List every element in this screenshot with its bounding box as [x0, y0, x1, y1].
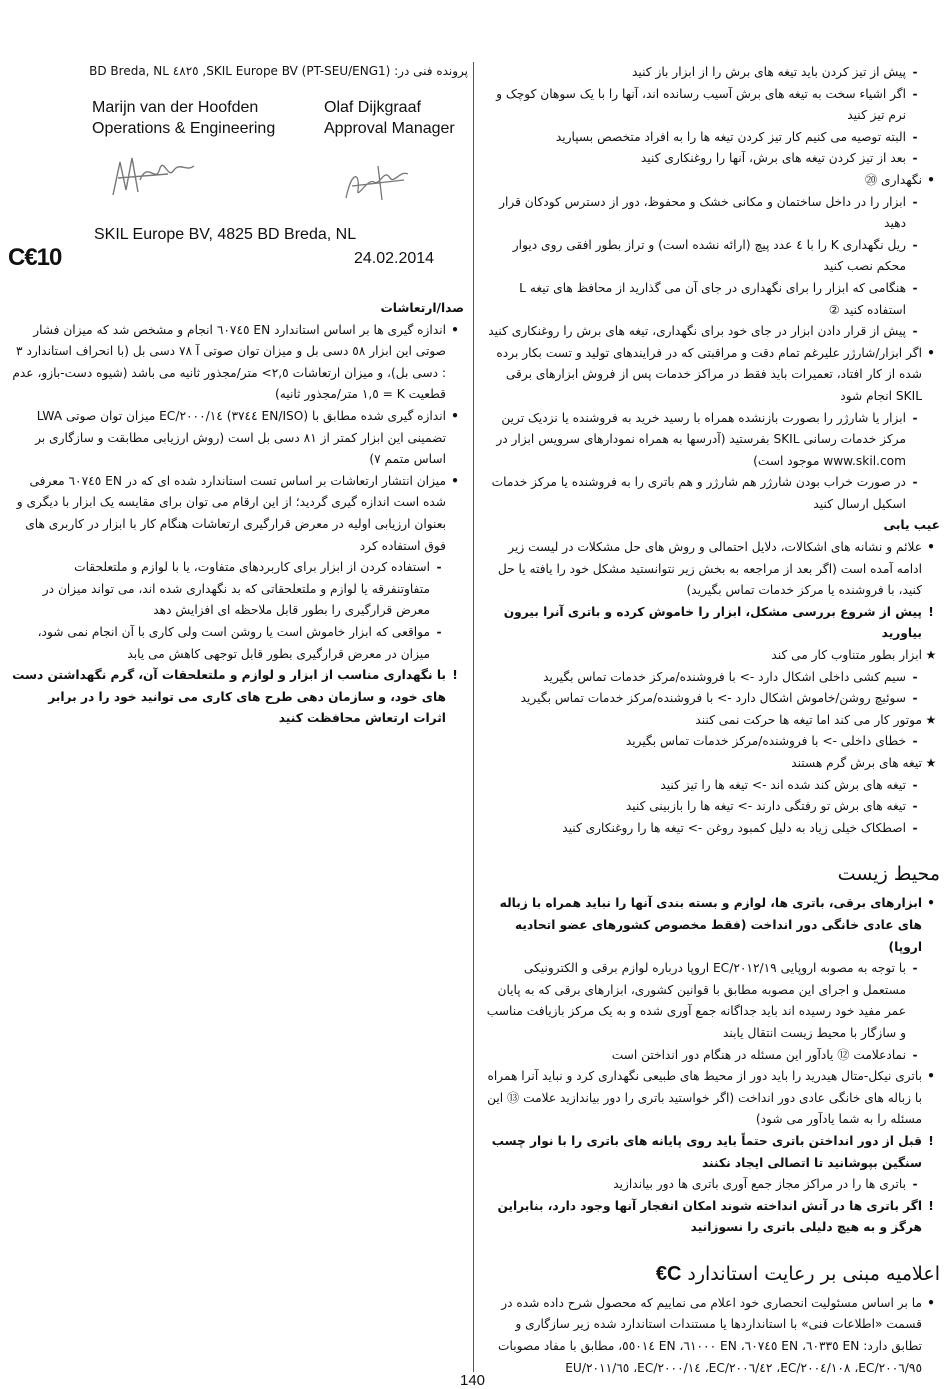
list-item-text: هنگامی که ابزار را برای نگهداری در جای آن می گذارید از محافظ های تیغه L استفاده کنید ②: [519, 280, 906, 317]
list-item: [482, 688, 940, 710]
bullet-icon: •: [927, 345, 935, 360]
list-item: [482, 645, 940, 667]
list-item-text: اگر باتری ها در آتش انداخته شوند امکان انفجار آنها وجود دارد، بنابراین هرگز و به هیچ دلیلی باتری را نسوزانید: [497, 1198, 922, 1235]
bullet-icon: -: [912, 820, 918, 835]
list-item-text: اندازه گیری ها بر اساس استاندارد EN ٦٠٧٤٥ انجام و مشخص شد که میزان فشار صوتی این ابزار ٥٨ دسی بل و میزان توان صوتی آ ٧٨ دسی بل (با انحراف استاندارد ٣ : دسی بل)، و میزان ارتعاشات ٢,٥> متر/مجذور ثانیه می باشد (شیوه دست-بازو، عدم قطعیت K = ١,٥ متر/مجذور ثانیه): [12, 322, 446, 402]
list-item-text: ابزارهای برقی، باتری ها، لوازم و بسته بندی آنها را نباید همراه با زباله های عادی خانگی دور انداخت (فقط مخصوص کشورهای عضو اتحادیه اروپا): [499, 896, 922, 954]
bullet-icon: •: [927, 172, 935, 187]
list-item: [482, 893, 940, 958]
star-icon: ★: [925, 712, 937, 727]
list-item-text: ریل نگهداری K را با ٤ عدد پیچ (ارائه نشده است) و تراز بطور افقی روی دیوار محکم نصب کنید: [512, 237, 906, 274]
star-icon: ★: [925, 648, 937, 663]
declaration-date: 24.02.2014: [354, 250, 435, 267]
list-item-text: در صورت خراب بودن شارژر هم شارژر و هم باتری را به فروشنده یا مرکز خدمات اسکیل ارسال کنید: [491, 475, 906, 511]
list-item-text: اصطکاک خیلی زیاد به دلیل کمبود روغن -> تیغه ها را روغنکاری کنید: [562, 820, 906, 835]
list-item-text: باتری نیکل-متال هیدرید را باید دور از محیط های طبیعی نگهداری کرد و نباید آنرا همراه با زباله های خانگی عادی دور انداخت (اگر خواستید باتری را دور بیاندازید علامت ⑬ این مسئله را به شما یادآور می شود): [487, 1069, 922, 1127]
list-item-text: نمادعلامت ⑫ یادآور این مسئله در هنگام دور انداختن است: [611, 1047, 906, 1062]
bullet-icon: •: [451, 322, 459, 337]
list-item: [482, 796, 940, 818]
signatory-2-title: Approval Manager: [324, 120, 455, 137]
list-item-text: تیغه های برش گرم هستند: [791, 756, 922, 770]
list-item-text: سیم کشی داخلی اشکال دارد -> با فروشنده/مرکز خدمات تماس بگیرید: [543, 669, 906, 684]
list-item: [12, 622, 464, 665]
list-item-text: ابزار یا شارژر را بصورت بازنشده همراه با رسید خرید به فروشنده یا نزدیک ترین مرکز خدمات رسانی SKIL بفرستید (آدرسها به همراه نمودارهای سرویس ابزار در www.skil.com موجود است): [496, 410, 906, 468]
list-item-text: قبل از دور انداختن باتری حتماً باید روی پایانه های باتری را با نوار چسب سنگین بپوشانید تا اتصالی ایجاد نکنند: [491, 1133, 922, 1170]
list-item: [482, 62, 940, 84]
signatory-1: [92, 97, 312, 139]
bullet-icon: -: [912, 669, 918, 684]
bullet-icon: -: [912, 1047, 918, 1062]
list-item: [482, 775, 940, 797]
declaration-section: [482, 1293, 940, 1379]
bullet-icon: -: [912, 86, 918, 101]
column-divider: [473, 62, 474, 1372]
list-item: [482, 667, 940, 689]
noise-list: [12, 320, 464, 730]
list-item-text: استفاده کردن از ابزار برای کاربردهای متفاوت، یا با لوازم و ملتعلحقات متفاوتنفرقه یا لوازم و ملتعلحقاتی که بد نگهداری شده اند، می تواند میزان در معرض قرارگیری را بطور قابل ملاحظه ای افزایش دهد: [42, 560, 430, 618]
bullet-icon: •: [927, 1295, 935, 1310]
bullet-icon: -: [912, 475, 918, 490]
bullet-icon: -: [436, 560, 442, 575]
troubleshooting-section: [482, 537, 940, 839]
bullet-icon: -: [912, 324, 918, 339]
signature-2-icon: [338, 160, 418, 205]
list-item-text: مواقعی که ابزار خاموش است یا روشن است ولی کاری با آن انجام نمی شود، میزان در معرض قرارگیری بطور قابل توجهی کاهش می یابد: [37, 624, 430, 661]
list-item-text: با توجه به مصوبه اروپایی ٢٠١٢/١٩/EC اروپا درباره لوازم برقی و الکترونیکی مستعمل و اجرای این مصوبه مطابق با قوانین کشوری، ابزارهای برقی که به پایان عمر مفید خود رسیده اند باید جداگانه جمع آوری شده و به یک مرکز بازیافت مناسب و سازگار با محیط زیست انتقال یابند: [486, 961, 906, 1040]
list-item: [12, 320, 464, 406]
noise-heading: صدا/ارتعاشات: [380, 301, 464, 315]
list-item-text: علائم و نشانه های اشکالات، دلایل احتمالی و روش های حل مشکلات در لیست زیر ادامه آمده است (اگر بعد از مراجعه به بخش زیر نتوانستید مشکل خود را یافته یا حل کنید، با فروشنده یا مرکز خدمات تماس بگیرید): [497, 540, 922, 598]
environment-heading: محیط زیست: [837, 863, 940, 886]
warning-icon: !: [928, 1198, 934, 1213]
right-column: [482, 62, 940, 1379]
signatory-1-name: Marijn van der Hoofden: [92, 99, 259, 116]
list-item: [482, 710, 940, 732]
bullet-icon: •: [927, 1069, 935, 1084]
list-item-text: خطای داخلی -> با فروشنده/مرکز خدمات تماس بگیرید: [625, 734, 906, 749]
warning-icon: !: [928, 604, 934, 619]
list-item-text: تیغه های برش تو رفتگی دارند -> تیغه ها را بازبینی کنید: [625, 799, 906, 814]
list-item-text: پیش از قرار دادن ابزار در جای خود برای نگهداری، تیغه های برش را روغنکاری کنید: [488, 324, 906, 339]
list-item: [482, 753, 940, 775]
list-item: [482, 1293, 940, 1379]
list-item: [482, 731, 940, 753]
troubleshooting-heading: عیب یابی: [883, 518, 940, 533]
list-item-text: اندازه گیری شده مطابق با (EN/ISO ٣٧٤٤) ٢٠٠٠/١٤/EC میزان توان صوتی LWA تضمینی این ابزار کمتر از ٨١ دسی بل است (روش ارزیابی مطابقت و سازگاری بر اساس متمم ٧): [35, 408, 446, 467]
list-item-text: موتور کار می کند اما تیغه ها حرکت نمی کنند: [695, 712, 922, 727]
list-item: [12, 406, 464, 471]
list-item-text: پیش از تیز کردن باید تیغه های برش را از ابزار باز کنید: [632, 65, 906, 79]
bullet-icon: -: [436, 624, 442, 639]
bullet-icon: -: [912, 691, 918, 706]
list-item: [482, 235, 940, 278]
bullet-icon: •: [927, 896, 935, 911]
list-item: [482, 1045, 940, 1067]
bullet-icon: -: [912, 65, 918, 79]
company-address: SKIL Europe BV, 4825 BD Breda, NL: [94, 226, 357, 243]
list-item-text: تیغه های برش کند شده اند -> تیغه ها را تیز کنید: [660, 777, 906, 792]
bullet-icon: -: [912, 280, 918, 295]
list-item-text: ابزار را در داخل ساختمان و مکانی خشک و محفوظ، دور از دسترس کودکان قرار دهید: [499, 194, 906, 231]
maintenance-section: [482, 62, 940, 515]
bullet-icon: -: [912, 734, 918, 749]
list-item-text: باتری ها را در مراکز مجاز جمع آوری باتری ها دور بیاندازید: [613, 1177, 906, 1192]
bullet-icon: -: [912, 151, 918, 166]
technical-file-line: پرونده فنی در: SKIL Europe BV (PT-SEU/ENG1), ٤٨٢٥ BD Breda, NL: [89, 64, 468, 78]
list-item: [482, 127, 940, 149]
bullet-icon: -: [912, 961, 918, 976]
list-item: [12, 665, 464, 730]
bullet-icon: •: [927, 540, 935, 555]
list-item-text: سوئیچ روشن/خاموش اشکال دارد -> با فروشنده/مرکز خدمات تماس بگیرید: [520, 691, 906, 706]
bullet-icon: -: [912, 799, 918, 814]
bullet-icon: -: [912, 410, 918, 425]
bullet-icon: -: [912, 777, 918, 792]
list-item: [482, 472, 940, 515]
list-item: [482, 818, 940, 840]
list-item: [482, 321, 940, 343]
bullet-icon: •: [451, 408, 459, 423]
list-item: [12, 471, 464, 557]
list-item-text: میزان انتشار ارتعاشات بر اساس تست استاندارد شده ای که در EN ٦٠٧٤٥ معرفی شده است اندازه گیری گردید؛ از این ارقام می توان برای مقایسه یک ابزار با دیگری و بعنوان ارزیابی اولیه در معرض قرارگیری ارتعاشات هنگام کار با ابزار در کاربری های فوق استفاده کرد: [16, 473, 446, 553]
noise-vibration-section: [12, 298, 464, 730]
list-item: [482, 1196, 940, 1239]
bullet-icon: -: [912, 194, 918, 209]
signatory-1-title: Operations & Engineering: [92, 120, 276, 137]
list-item-text: با نگهداری مناسب از ابزار و لوازم و ملتعلحقات آن، گرم نگهداشتن دست های خود، و سازمان دهی طرح های کاری می توانید خود را در برابر اثرات ارتعاش محافظت کنید: [12, 668, 446, 726]
list-item: [482, 148, 940, 170]
declaration-heading: [482, 1261, 940, 1287]
list-item: [482, 192, 940, 235]
bullet-icon: -: [912, 237, 918, 252]
star-icon: ★: [925, 756, 937, 770]
list-item-text: پیش از شروع بررسی مشکل، ابزار را خاموش کرده و باتری آنرا بیرون بیاورید: [503, 604, 922, 641]
bullet-icon: •: [451, 473, 459, 488]
declaration-heading-text: اعلامیه مبنی بر رعایت استاندارد: [687, 1262, 940, 1285]
list-item: [482, 602, 940, 645]
list-item: [482, 408, 940, 473]
list-item-text: اگر ابزار/شارژر علیرغم تمام دقت و مراقبتی که در فرایندهای تولید و تست بکار برده شده از کار افتاد، تعمیرات باید فقط در مراکز خدمات پس از فروش ابزارهای برقی SKIL انجام شود: [496, 345, 922, 403]
list-item: [482, 278, 940, 321]
list-item-text: بعد از تیز کردن تیغه های برش، آنها را روغنکاری کنید: [640, 151, 906, 166]
list-item: [482, 1066, 940, 1131]
list-item-text: ما بر اساس مسئولیت انحصاری خود اعلام می نماییم که محصول شرح داده شده در قسمت «اطلاعات فنی» با استانداردها یا مستندات استاندارد شده زیر سازگاری و تطابق دارد: EN ٦٠٣٣٥، EN ٦٠٧٤٥، EN ٦١٠٠٠، EN ٥٥٠١٤، مطابق با مفاد مصوبات ٢٠٠٦/٩٥/EC، ٢٠٠٤/١٠٨/EC، ٢٠٠٦/٤٢/EC، ٢٠٠٠/١٤/EC، ٢٠١١/٦٥/EU: [498, 1295, 922, 1375]
ce10-mark: C€10: [8, 244, 62, 271]
list-item: [482, 1131, 940, 1174]
warning-icon: !: [928, 1133, 934, 1148]
page-number: 140: [460, 1372, 486, 1389]
signature-1-icon: [108, 150, 198, 205]
list-item: [482, 343, 940, 408]
warning-icon: !: [452, 668, 458, 683]
ce-mark-icon: C€: [655, 1262, 682, 1285]
list-item: [482, 170, 940, 192]
environment-section: [482, 893, 940, 1239]
signatory-2-name: Olaf Dijkgraaf: [324, 99, 421, 116]
bullet-icon: -: [912, 1177, 918, 1192]
list-item: [482, 1174, 940, 1196]
bullet-icon: -: [912, 129, 918, 144]
list-item: [482, 958, 940, 1044]
list-item-text: نگهداری ⑳: [864, 172, 922, 187]
list-item-text: اگر اشیاء سخت به تیغه های برش آسیب رسانده اند، آنها را با یک سوهان کوچک و نرم تیز کنید: [496, 86, 906, 123]
list-item: [12, 557, 464, 622]
list-item-text: ابزار بطور متناوب کار می کند: [771, 648, 922, 663]
signatory-2: [324, 97, 474, 139]
list-item-text: البته توصیه می کنیم کار تیز کردن تیغه ها را به افراد متخصص بسپارید: [555, 129, 906, 144]
list-item: [482, 84, 940, 127]
list-item: [482, 537, 940, 602]
